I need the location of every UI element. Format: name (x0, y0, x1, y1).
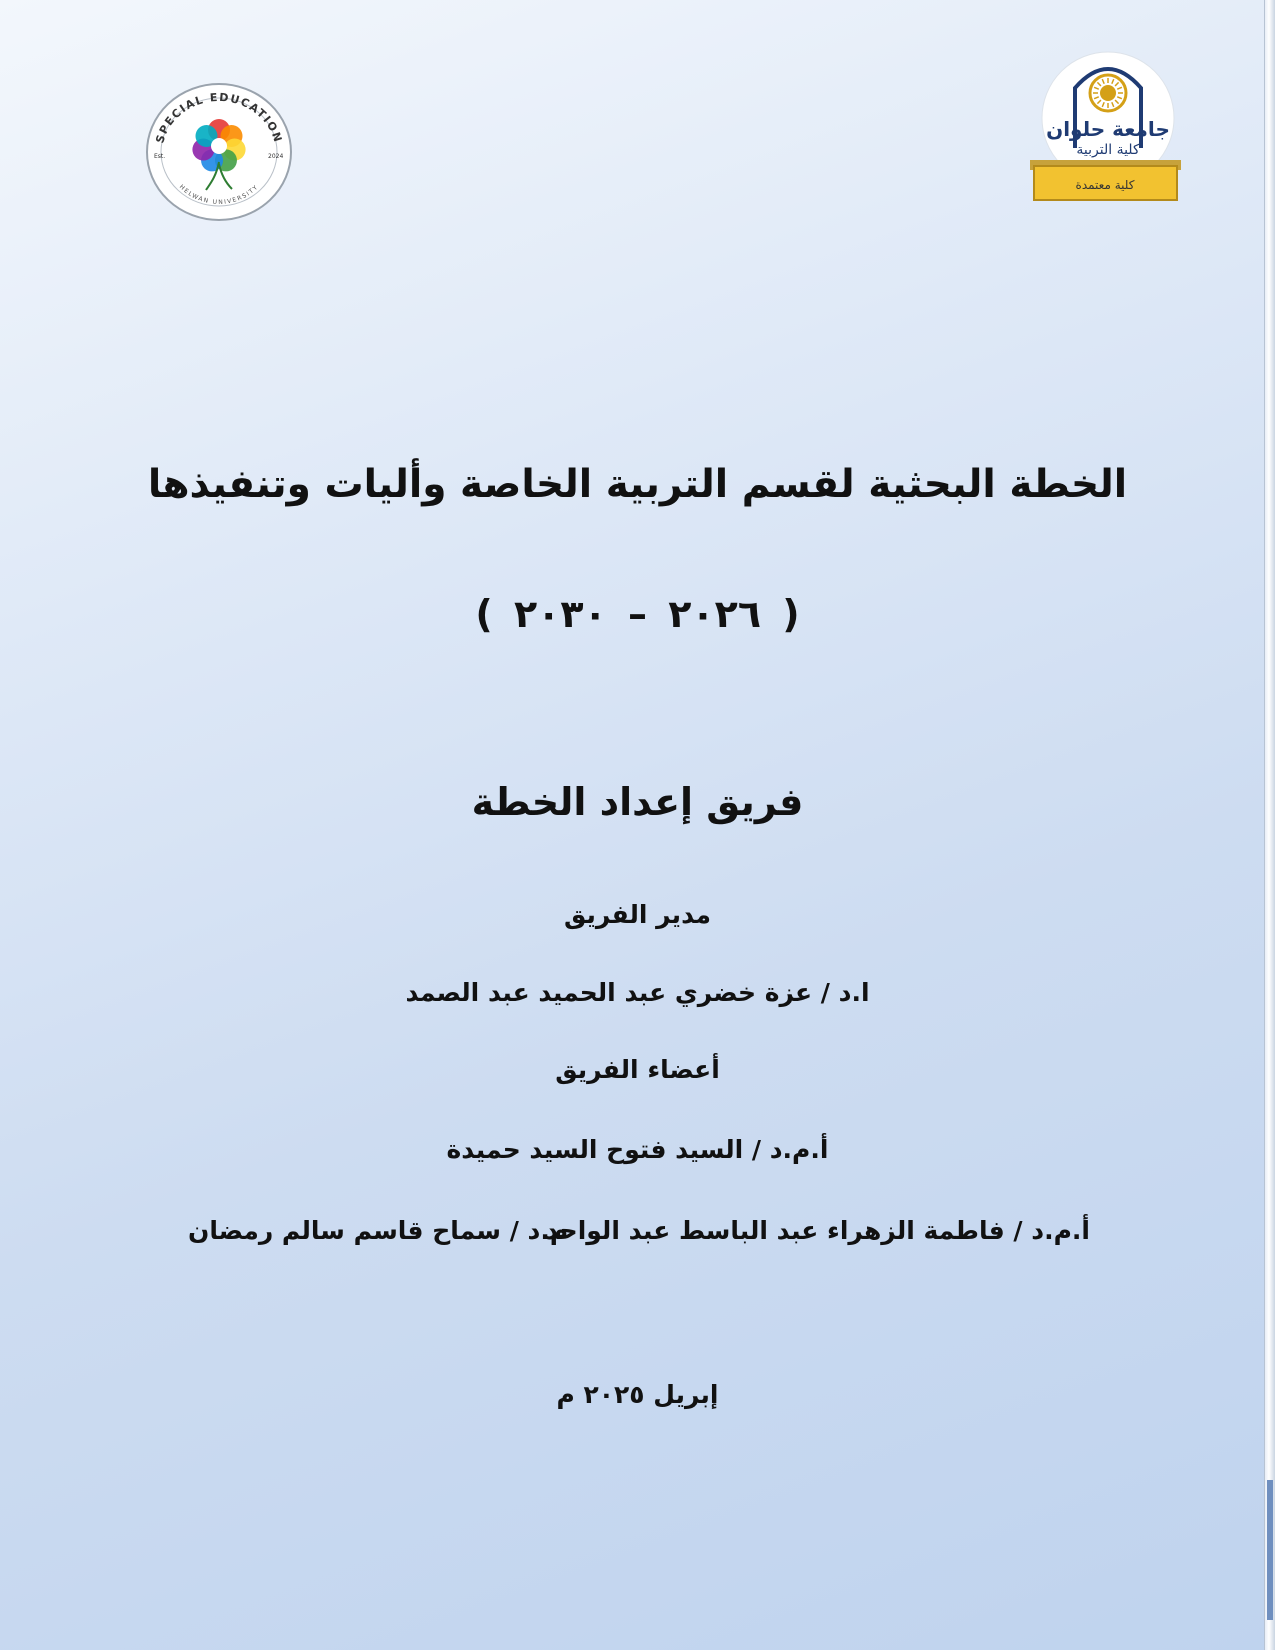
svg-text:SPECIAL EDUCATION: SPECIAL EDUCATION (153, 90, 285, 145)
document-title: الخطة البحثية لقسم التربية الخاصة وأليات وتنفيذها (147, 462, 1128, 507)
scrollbar-thumb[interactable] (1267, 1480, 1273, 1620)
document-date: إبريل ٢٠٢٥ م (556, 1380, 719, 1409)
special-education-logo (140, 82, 298, 222)
team-manager-name: ا.د / عزة خضري عبد الحميد عبد الصمد (405, 978, 870, 1007)
svg-text:Est.: Est. (154, 153, 166, 160)
svg-text:جامعة حلوان: جامعة حلوان (1046, 117, 1170, 141)
team-members-label: أعضاء الفريق (555, 1055, 720, 1084)
faculty-logo-graphic (1030, 48, 1195, 210)
team-manager-label: مدير الفريق (564, 900, 711, 929)
plan-years: ( ٢٠٢٦ – ٢٠٣٠ ) (475, 592, 800, 636)
team-member: م.د / سماح قاسم سالم رمضان (188, 1216, 569, 1245)
special-education-logo-graphic (140, 82, 298, 222)
svg-text:2024: 2024 (268, 153, 284, 160)
team-heading: فريق إعداد الخطة (471, 780, 804, 824)
svg-text:كلية معتمدة: كلية معتمدة (1075, 178, 1135, 192)
team-member: أ.م.د / السيد فتوح السيد حميدة (446, 1135, 829, 1164)
team-member: أ.م.د / فاطمة الزهراء عبد الباسط عبد الواحد (545, 1216, 1090, 1245)
svg-text:HELWAN UNIVERSITY: HELWAN UNIVERSITY (177, 183, 261, 207)
helwan-faculty-of-education-logo (1030, 48, 1195, 210)
svg-text:كلية التربية: كلية التربية (1076, 142, 1140, 158)
